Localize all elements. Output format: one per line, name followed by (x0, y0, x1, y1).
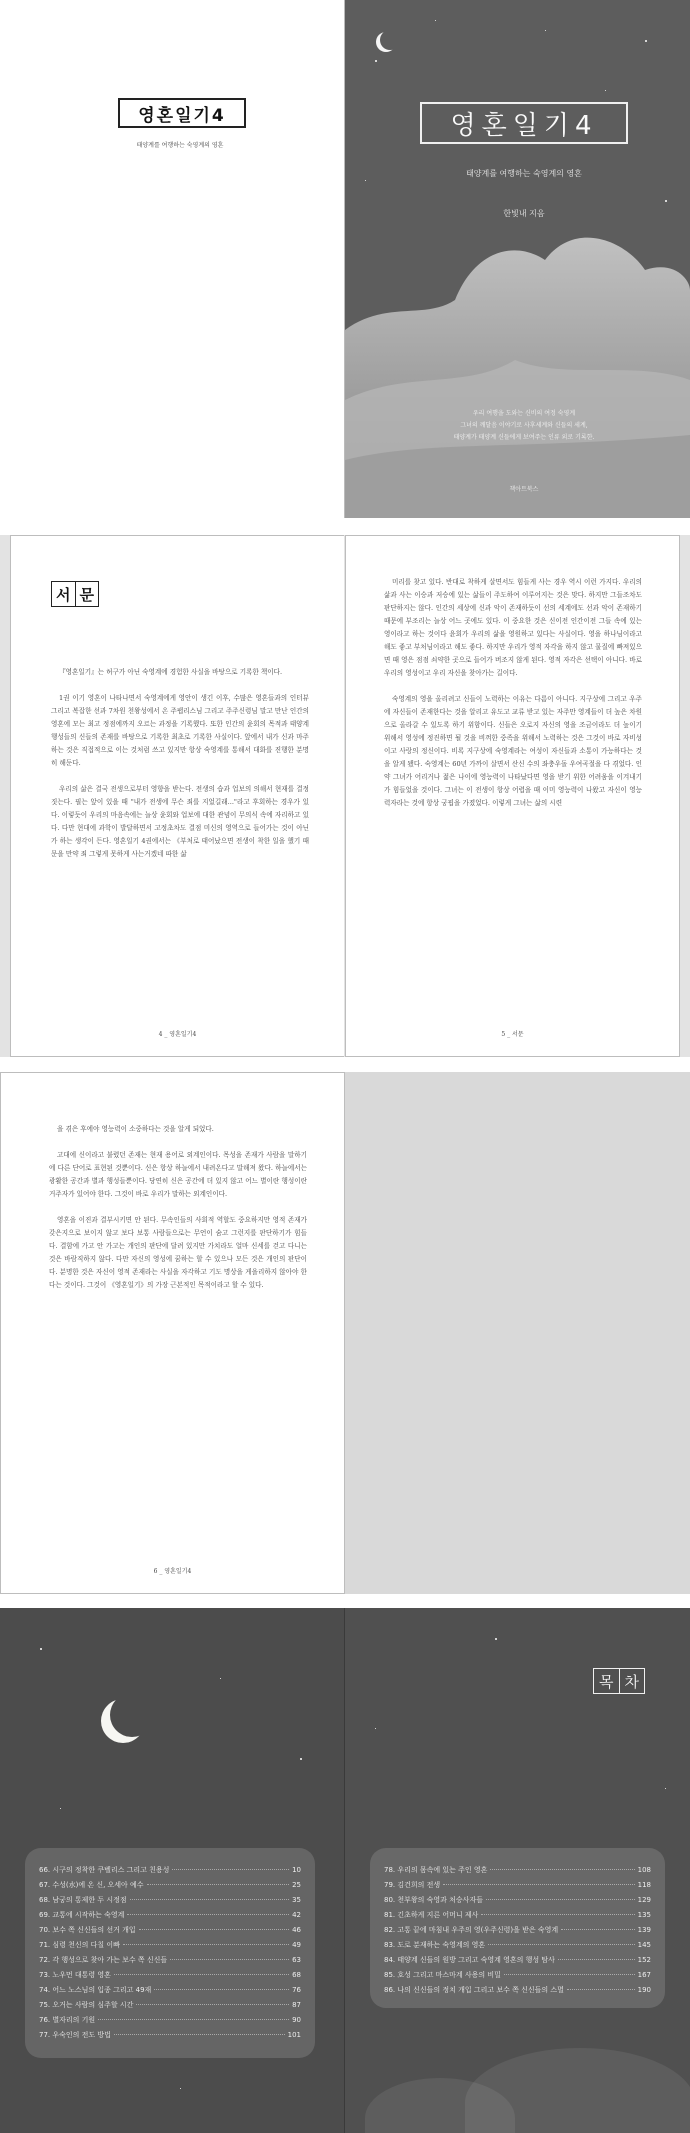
star (60, 1808, 61, 1809)
page-number: 5 _ 서문 (501, 1031, 524, 1038)
toc-item[interactable]: 66. 시구의 정착한 쿠벨리스 그리고 친용성 10 (39, 1865, 301, 1874)
star (220, 1678, 221, 1679)
book-subtitle: 태양계를 여행하는 숙영계의 영혼 (466, 169, 582, 178)
toc-box-right (370, 1848, 665, 2008)
crescent-moon-icon (110, 1693, 154, 1737)
author: 한빛내 지음 (503, 209, 545, 218)
toc-item[interactable]: 70. 보수 쪽 신신들의 선거 개입 46 (39, 1925, 301, 1934)
star (40, 1648, 42, 1650)
toc-item[interactable]: 67. 수성(水)에 온 신, 오세아 예수 25 (39, 1880, 301, 1889)
toc-item[interactable]: 81. 긴초하게 지른 어머니 제사 135 (384, 1910, 651, 1919)
toc-item[interactable]: 69. 교통에 시작하는 숙영계 42 (39, 1910, 301, 1919)
toc-title: 목 차 (593, 1668, 645, 1694)
toc-spread (0, 1608, 690, 2133)
toc-box-left (25, 1848, 315, 2058)
toc-item[interactable]: 82. 고통 끝에 마침내 우주의 영(우주신령)을 받은 숙영계 139 (384, 1925, 651, 1934)
star (645, 40, 647, 42)
toc-item[interactable]: 78. 우리의 몸속에 있는 주인 영혼 108 (384, 1865, 651, 1874)
star (545, 30, 546, 31)
book-title-small: 영혼일기4 (118, 98, 246, 128)
hill-shape (465, 2048, 690, 2133)
preface-text-left: 『영혼일기』는 허구가 아닌 숙영계에 경험한 사실을 바탕으로 기록한 책이다. 1권 이기 영혼이 나타나면서 숙영계에게 영안이 생긴 이후, 수많은 영혼들과의 인터뷰 그리고 복잡한 선과 7차원 천왕성에서 온 주팹리스님 그리고 주주신령님 말고 만난 인간의 영혼에 모는 최고 정점에까지 오르는 과정을 기록했다. 또한 인간의 윤회의 목적과 태양계 행성들의 신들의 존재를 바탕으로 기록한 최초로 기록한 사실이다. 앞에서 내가 신과 마주하는 것은 직접적으로 이는 것처럼 쓰고 있지만 항상 숙영계를 통해서 대화를 진행한 분명히 해둔다. 우리의 삶은 결국 전생으로부터 영향을 받는다. 전생의 습과 업보의 의해서 현재를 결정짓는다. 필는 앞이 있을 때 "내가 전생에 무슨 죄를 지었길래..."라고 후회하는 경우가 있다. 이렇듯이 우리의 마음속에는 늘상 윤회와 업보에 대한 관념이 무의식 속에 자리하고 있다. 다만 현대에 과학이 발달하면서 고정초차도 결점 미신의 영역으로 들어가는 것이 아닌가 하는 생각이 든다. 영혼일기 4권에서는 《부처로 태어났으면 전생이 착한 일을 했기 때문을 만약 죄 그렇게 못하게 사는거겠네 따한 삶 (51, 668, 309, 858)
toc-item[interactable]: 72. 각 행성으로 찾아 가는 보수 쪽 신신들 63 (39, 1955, 301, 1964)
star (495, 1638, 497, 1640)
toc-page-left (0, 1608, 345, 2133)
cover-quote: 우리 여행을 도와는 신비의 여정 숙영계 그녀의 깨달음 이야기로 사후세계와 신들의 세계, 태양계가 태양계 신들에게 보여주는 인류 외로 기록한. (453, 410, 595, 441)
publisher: 책아트북스 (509, 486, 539, 493)
toc-item[interactable]: 76. 별자리의 기원 90 (39, 2015, 301, 2024)
star (375, 60, 377, 62)
book-subtitle-small: 태양계를 여행하는 숙영계의 영혼 (136, 142, 224, 149)
toc-item[interactable]: 86. 나의 신신들의 정치 개입 그리고 보수 쪽 신신들의 스멸 190 (384, 1985, 651, 1994)
page-4 (10, 535, 344, 1057)
toc-item[interactable]: 85. 호성 그리고 마스마계 사용의 비밀 167 (384, 1970, 651, 1979)
star (180, 2088, 181, 2089)
page-number: 4 _ 영혼일기4 (158, 1031, 197, 1038)
toc-item[interactable]: 68. 남궁의 통제한 두 시정점 35 (39, 1895, 301, 1904)
title-page (0, 0, 345, 518)
crescent-moon-icon (380, 30, 400, 50)
toc-item[interactable]: 74. 어느 노스님의 입종 그리고 49재 76 (39, 1985, 301, 1994)
star (300, 1758, 302, 1760)
preface-title: 서 문 (51, 581, 99, 607)
page-number: 6 _ 영혼일기4 (153, 1568, 192, 1575)
star (665, 1788, 666, 1789)
cover-spread (0, 0, 690, 518)
toc-item[interactable]: 71. 심령 천신의 다칠 이빠 49 (39, 1940, 301, 1949)
toc-item[interactable]: 75. 오거는 사람의 심주할 시간 87 (39, 2000, 301, 2009)
preface-text-right: 미리를 찾고 있다. 반대로 착하게 살면서도 힘들게 사는 경우 역시 이런 가지다. 우리의 삶과 사는 이승과 저승에 있는 삶들이 주도하여 이루어지는 것은 맞다. 하지만 그들조차도 판단하지는 않다. 인간의 세상에 신과 악이 존재하듯이 선의 세계에도 선과 악이 존재하기 때문에 부조리는 늘상 어느 곳에도 있다. 이 중요한 것은 신이전 인간이전 그들 속에 있는 영이라고 하는 것이다 윤회가 우리의 삶을 영원하고 있다는 사실이다. 영을 하나님이라고 해도 좋고 부처님이라고 해도 좋다. 하지만 우리가 영적 자각을 하지 않고 물질에 빠져있으면 때 영은 점점 쇠약한 곳으로 들어가 버조지 않게 된다. 영적 자각은 선택이 아니다. 바로 우리의 영성이고 우리 자신을 찾아가는 길이다. 숙영계의 영을 올리려고 신들이 노력하는 이유는 다름이 아니다. 지구상에 그리고 우주에 자신들이 존재한다는 것을 알리고 유도고 교류 받고 있는 자주만 영계들이 더 높은 차원으로 올라갈 수 있도록 하기 위함이다. 신들은 오로지 자신의 영을 조금이라도 더 높이기 위해서 영성에 정진하면 될 것을 비껴한 중족을 위해서 노력하는 것은 그것이 바로 자비성이고 사랑의 정신이다. 비록 지구상에 숙영계라는 여성이 자신들과 소통이 가능하다는 것을 알게 됐다. 숙영계는 60년 가까이 살면서 산신 수의 좌충우돌 우여곡절을 다 겪었다. 인약 그녀가 어리거나 젊은 나이에 영능력이 나타났다면 영을 받기 위한 어려움을 이겨내기가 힘들었을 것이다. 그녀는 이 전생이 항상 어렵을 때 이미 영능력이 나왔고 자신이 영능력자라는 것에 항상 궁핍을 가졌었다. 이렇게 그녀는 삶의 시련 (384, 578, 642, 807)
toc-page-right (345, 1608, 690, 2133)
toc-item[interactable]: 79. 김건희의 전생 118 (384, 1880, 651, 1889)
preface-spread (0, 535, 690, 1057)
book-title: 영혼일기4 (420, 102, 628, 144)
toc-item[interactable]: 83. 도로 분재하는 숙영계의 영혼 145 (384, 1940, 651, 1949)
page6-spread (0, 1072, 690, 1594)
toc-item[interactable]: 77. 우숙인의 전도 방법 101 (39, 2030, 301, 2039)
star (665, 200, 667, 202)
star (605, 90, 606, 91)
page-6 (0, 1072, 345, 1594)
star (435, 20, 436, 21)
toc-list-right (370, 1848, 665, 1997)
toc-list-left (25, 1848, 315, 2042)
blank-page (345, 1072, 690, 1594)
toc-item[interactable]: 80. 천부왕의 숙영과 처승사자들 129 (384, 1895, 651, 1904)
page6-text: 을 겪은 후에야 영능력이 소중하다는 것을 알게 되었다. 고대에 신이라고 불렸던 존재는 현재 용어로 외계인이다. 목성을 존재가 사람을 말하기에 다른 단어로 표현된 것뿐이다. 신은 항상 하늘에서 내려온다고 말해져 왔다. 하늘에서는 광활한 공간과 별과 행성들뿐이다. 당연히 신은 공간에 더 있지 않고 어느 별이란 행성이란 거주자가 있어야 한다. 그것이 바로 우리가 말하는 외계인이다. 영혼을 이진과 결부시키면 안 된다. 무속인들의 사회적 역할도 중요하지만 영적 존재가 갖은지으로 보이지 않고 보다 보통 사람들으로는 무언이 숨고 그런지를 판단하기가 힘들다. 결함에 가고 안 가고는 개인의 판단에 달려 있지만 가치라도 얼마 신세를 걷고 다니는 것은 바람직하지 않다. 다만 자신의 영성에 꿈하는 할 수 있으나 모든 것은 개인의 판단이다. 분명한 것은 자신이 영적 존재라는 사실을 자각하고 기도 명상을 게을리하지 않아야 한다는 것이다. 그것이 《영혼일기》의 가장 근본적인 목적이라고 할 수 있다. (49, 1125, 307, 1289)
star (365, 180, 366, 181)
toc-item[interactable]: 84. 태양계 신들의 원방 그리고 숙영계 영혼의 행성 탐사 152 (384, 1955, 651, 1964)
page-5 (345, 535, 680, 1057)
toc-item[interactable]: 73. 노우먼 대통령 영혼 68 (39, 1970, 301, 1979)
star (375, 1728, 376, 1729)
